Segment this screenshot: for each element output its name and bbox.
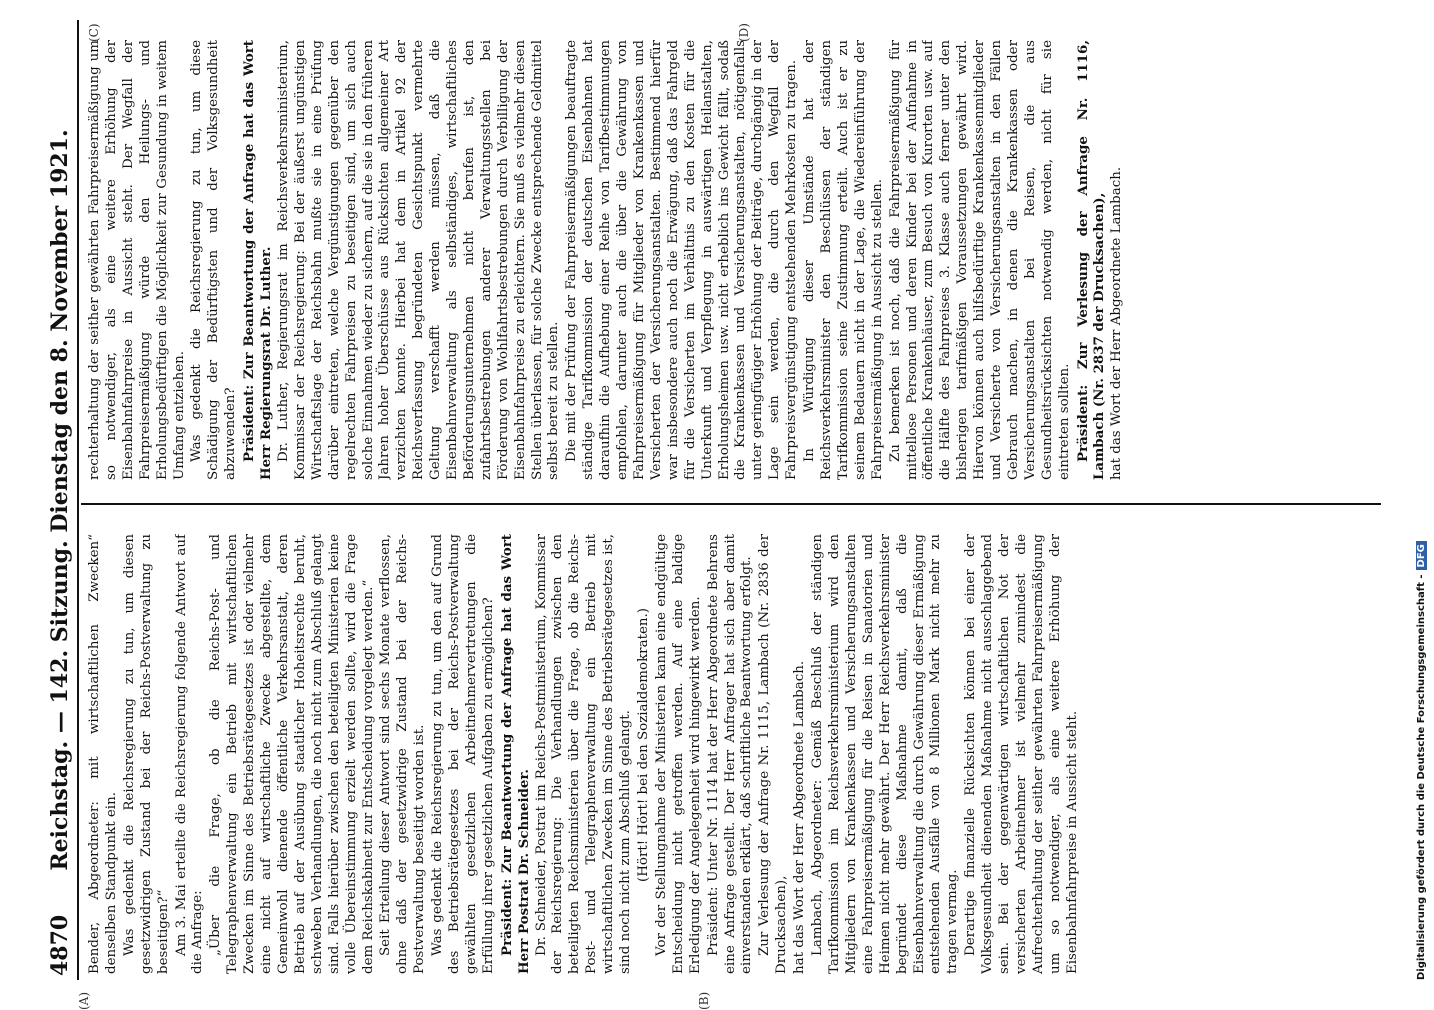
paragraph: Was gedenkt die Reichsregierung zu tun, um den auf Grund des Betriebsrätegesetzes bei der Reichs-Postverwaltung gewählten gesetzlichen Arbeitnehmervertretungen die Erfüllung ihrer gesetzlichen Aufgaben zu ermöglichen? bbox=[430, 534, 496, 974]
paragraph: Derartige finanzielle Rücksichten können bei einer der Volksgesundheit dienenden Maßnahme nicht ausschlaggebend sein. Bei der gegenwärtigen wirtschaftlichen Not der versicherten Arbeitnehmer ist vielmehr zumindest die Aufrechterhaltung der seither gewährten Fahrpreisermäßigung um so notwendiger, als eine weitere Erhöhung der Eisenbahnfahrpreise in Aussicht steht. bbox=[963, 534, 1080, 974]
paragraph: Präsident: Unter Nr. 1114 hat der Herr Abgeordnete Behrens eine Anfrage gestellt. Der Herr Anfrager hat sich aber damit einverstanden erklärt, daß schriftliche Beantwortung erfolgt. bbox=[705, 534, 755, 974]
dfg-logo: DFG bbox=[1416, 541, 1427, 570]
digitization-notice-text: Digitalisierung gefördert durch die Deutsche Forschungsgemeinschaft - bbox=[1416, 574, 1427, 980]
paragraph: hat das Wort der Herr Abgeordnete Lambach. bbox=[1109, 166, 1125, 480]
paragraph: Die mit der Prüfung der Fahrpreisermäßigungen beauftragte ständige Tarifkommission der deutschen Eisenbahnen hat daraufhin die Aufhebung einer Reihe von Tarifbestimmungen empfohlen, darunter auch die über die Gewährung von Fahrpreisermäßigung für Mitglieder von Krankenkassen und Versicherten der Versicherungsanstalten. Bestimmend hierfür war insbesondere auch noch die Erwägung, daß das Fahrgeld für die Versicherten im Verhältnis zu den Kosten für die Unterkunft und Verpflegung in auswärtigen Heilanstalten, Erholungsheimen usw. nicht erheblich ins Gewicht fällt, sodaß die Krankenkassen und Versicherungsanstalten, nötigenfalls unter geringfügiger Erhöhung der Beiträge, durchgängig in der Lage sein werden, die durch den Wegfall der Fahrpreisvergünstigung entstehenden Mehrkosten zu tragen. bbox=[564, 40, 800, 480]
paragraph: Vor der Stellungnahme der Ministerien kann eine endgültige Entscheidung nicht getroffen werden. Auf eine baldige Erledigung der Angelegenheit wird hingewirkt werden. bbox=[653, 534, 703, 974]
paragraph: Zu bemerken ist noch, daß die Fahrpreisermäßigung für mittellose Personen und deren Kinder bei der Aufnahme in öffentliche Krankenhäuser, zum Besuch von Kurorten usw. auf die Hälfte des Fahrpreises 3. Klasse auch ferner unter den bisherigen tarifmäßigen Voraussetzungen gewährt wird. Hiervon können auch hilfsbedürftige Krankenkassenmitglieder und Versicherte von Versicherungsanstalten in den Fällen Gebrauch machen, in denen die Krankenkassen oder Versicherungsanstalten bei Reisen, die aus Gesundheitsrücksichten notwendig werden, nicht für sie eintreten sollten. bbox=[887, 40, 1072, 480]
paragraph: Bender, Abgeordneter: mit wirtschaftlichen Zwecken“ denselben Standpunkt ein. bbox=[87, 534, 119, 974]
paragraph: Was gedenkt die Reichsregierung zu tun, um diese Schädigung der Bedürftigsten und der Volksgesundheit abzuwenden? bbox=[189, 40, 239, 480]
paragraph: Seit Erteilung dieser Antwort sind sechs Monate verflossen, ohne daß der gesetzwidrige Zustand bei der Reichs-Postverwaltung beseitigt worden ist. bbox=[378, 534, 428, 974]
margin-mark-b: (B) bbox=[697, 991, 711, 1010]
paragraph: hat das Wort der Herr Abgeordnete Lambach. bbox=[792, 660, 808, 974]
paragraph: „Über die Frage, ob die Reichs-Post- und Telegraphenverwaltung ein Betrieb mit wirtschaftlichen Zwecken im Sinne des Betriebsrätegesetzes ist oder vielmehr eine nicht auf wirtschaftliche Zwecke abgestellte, dem Gemeinwohl dienende öffentliche Verkehrsanstalt, deren Betrieb auf der Ausübung staatlicher Hoheitsrechte beruht, schweben Verhandlungen, die noch nicht zum Abschluß gelangt sind. Falls hierüber zwischen den beteiligten Ministerien keine volle Übereinstimmung erzielt werden sollte, wird die Frage dem Reichskabinett zur Entscheidung vorgelegt werden.“ bbox=[208, 534, 376, 974]
paragraph: (Hört! Hört! bei den Sozialdemokraten.) bbox=[636, 608, 651, 882]
paragraph: Präsident: Zur Beantwortung der Anfrage hat das Wort Herr Regierungsrat Dr. Luther. bbox=[241, 40, 275, 480]
rotated-page-content bbox=[37, 20, 1397, 1010]
paragraph: rechterhaltung der seither gewährten Fahrpreisermäßigung um so notwendiger, als eine weitere Erhöhung der Eisenbahnfahrpreise in Aussicht steht. Der Wegfall der Fahrpreisermäßigung würde den Heilungs- und Erholungsbedürftigen die Möglichkeit zur Gesundung in weitem Umfang entziehen. bbox=[87, 40, 187, 480]
paragraph: In Würdigung dieser Umstände hat der Reichsverkehrsminister den Beschlüssen der ständigen Tarifkommission seine Zustimmung erteilt. Auch ist er zu seinem Bedauern nicht in der Lage, die Wiedereinführung der Fahrpreisermäßigung in Aussicht zu stellen. bbox=[802, 40, 885, 480]
margin-mark-c: (C) bbox=[87, 23, 101, 42]
paragraph: Zur Verlesung der Anfrage Nr. 1115, Lambach (Nr. 2836 der Drucksachen), bbox=[757, 534, 790, 974]
paragraph: Am 3. Mai erteilte die Reichsregierung folgende Antwort auf die Anfrage: bbox=[173, 534, 206, 974]
margin-mark-d: (D) bbox=[737, 23, 751, 42]
paragraph: Lambach, Abgeordneter: Gemäß Beschluß der ständigen Tarifkommission im Reichsverkehrsministerium wird den Mitgliedern von Krankenkassen und Versicherungsanstalten eine Fahrpreisermäßigung für die Reisen in Sanatorien und Heimen nicht mehr gewährt. Der Herr Reichsverkehrsminister begründet diese Maßnahme damit, daß die Eisenbahnverwaltung die durch Gewährung dieser Ermäßigung entstehenden Ausfälle von 8 Millionen Mark nicht mehr zu tragen vermag. bbox=[810, 534, 961, 974]
column-divider bbox=[81, 503, 1381, 505]
running-header bbox=[37, 20, 79, 980]
paragraph: Was gedenkt die Reichsregierung zu tun, um diesen gesetzwidrigen Zustand bei der Reichs-Postverwaltung zu beseitigen?“ bbox=[121, 534, 171, 974]
digitization-notice bbox=[1416, 20, 1432, 980]
paragraph: Präsident: Zur Beantwortung der Anfrage hat das Wort Herr Postrat Dr. Schneider. bbox=[498, 534, 532, 974]
page-number: 4870 bbox=[47, 914, 73, 976]
margin-mark-a: (A) bbox=[77, 991, 91, 1010]
paragraph: Dr. Schneider, Postrat im Reichs-Postministerium, Kommissar der Reichsregierung: Die Verhandlungen zwischen den beteiligten Reichsministerien über die Frage, ob die Reichs-Post- und Telegraphenverwaltung ein Betrieb mit wirtschaftlichen Zwecken im Sinne des Betriebsrätegesetzes ist, sind noch nicht zum Abschluß gelangt. bbox=[533, 534, 634, 974]
page-title: Reichstag. — 142. Sitzung. Dienstag den 8. November 1921. bbox=[47, 129, 73, 871]
paragraph: Präsident: Zur Verlesung der Anfrage Nr. 1116, Lambach (Nr. 2837 der Drucksachen), bbox=[1074, 40, 1108, 480]
right-column bbox=[87, 40, 1377, 480]
paragraph: Dr. Luther, Regierungsrat im Reichsverkehrsministerium, Kommissar der Reichsregierung: Bei der äußerst ungünstigen Wirtschaftslage der Reichsbahn mußte sie in eine Prüfung darüber eintreten, welche Vergünstigungen gegenüber den regelrechten Fahrpreisen zu beseitigen sind, um sich auch solche Einnahmen wieder zu sichern, auf die sie in den früheren Jahren hoher Überschüsse aus Rücksichten allgemeiner Art verzichten konnte. Hierbei hat dem in Artikel 92 der Reichsverfassung begründeten Gesichtspunkt vermehrte Geltung verschafft werden müssen, daß die Eisenbahnverwaltung als selbständiges, wirtschaftliches Beförderungsunternehmen nicht berufen ist, den zufahrtsbestrebungen anderer Verwaltungsstellen bei Förderung von Wohlfahrtsbestrebungen durch Verbilligung der Eisenbahnfahrpreise zu erleichtern. Sie muß es vielmehr diesen Stellen überlassen, für solche Zwecke entsprechende Geldmittel selbst bereit zu stellen. bbox=[275, 40, 562, 480]
left-column bbox=[87, 534, 1377, 974]
